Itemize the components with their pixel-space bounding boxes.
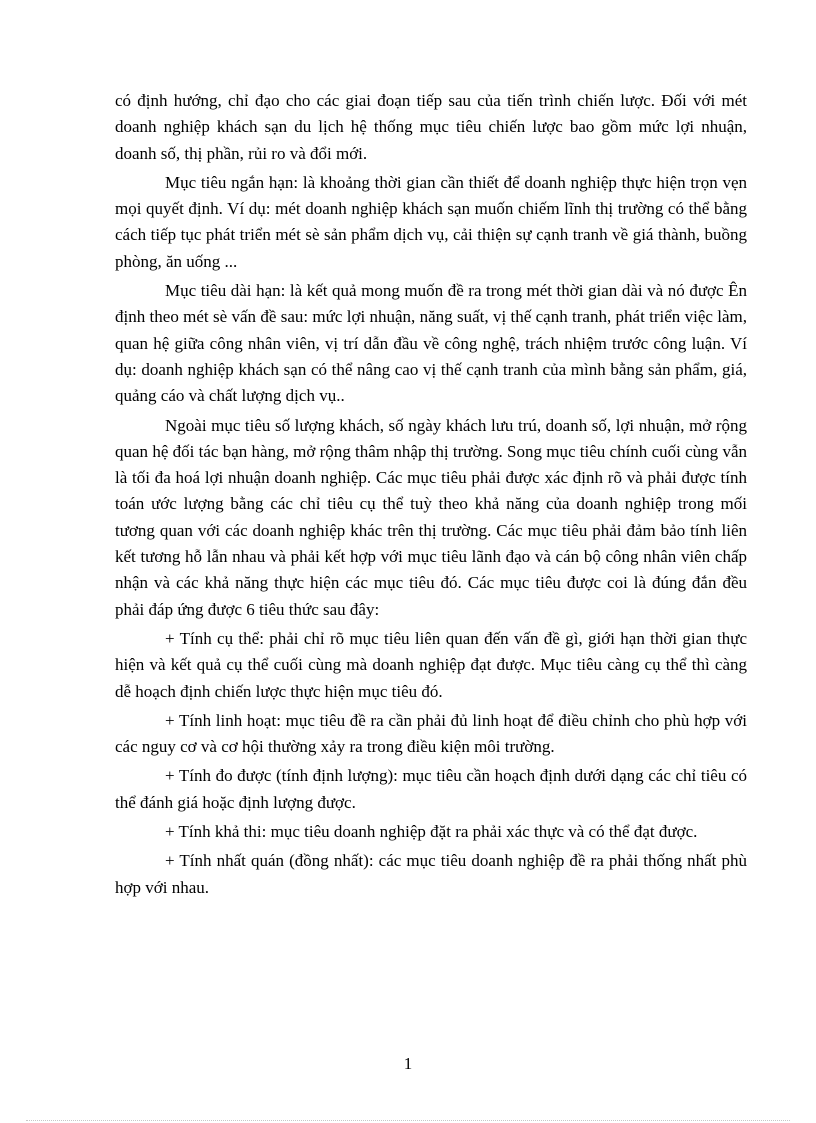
footer-divider (26, 1120, 790, 1121)
document-body (115, 88, 747, 904)
page-number: 1 (403, 1054, 413, 1073)
paragraph-short-term-goals: Mục tiêu ngắn hạn: là khoảng thời gian cần thiết để doanh nghiệp thực hiện trọn vẹn mọi quyết định. Ví dụ: mét doanh nghiệp khách sạn muốn chiếm lĩnh thị trường có thể bằng cách tiếp tục phát triển mét sè sản phẩm dịch vụ, cải thiện sự cạnh tranh về giá thành, buồng phòng, ăn uống ... (115, 172, 747, 271)
paragraph-long-term-goals: Mục tiêu dài hạn: là kết quả mong muốn đề ra trong mét thời gian dài và nó được Ên định theo mét sè vấn đề sau: mức lợi nhuận, năng suất, vị thế cạnh tranh, phát triển việc làm, quan hệ giữa công nhân viên, vị trí dẫn đầu về công nghệ, trách nhiệm trước công luận. Ví dụ: doanh nghiệp khách sạn có thể nâng cao vị thế cạnh tranh của mình bằng sản phẩm, giá, quảng cáo và chất lượng dịch vụ.. (115, 281, 747, 406)
criterion-measurable: + Tính đo được (tính định lượng): mục tiêu cần hoạch định dưới dạng các chỉ tiêu có thể đánh giá hoặc định lượng được. (115, 766, 747, 812)
criterion-feasible: + Tính khả thi: mục tiêu doanh nghiệp đặt ra phải xác thực và có thể đạt được. (165, 822, 698, 842)
criterion-consistent: + Tính nhất quán (đồng nhất): các mục tiêu doanh nghiệp đề ra phải thống nhất phù hợp với nhau. (115, 851, 747, 897)
criterion-flexible: + Tính linh hoạt: mục tiêu đề ra cần phải đủ linh hoạt để điều chỉnh cho phù hợp với các nguy cơ và cơ hội thường xảy ra trong điều kiện môi trường. (115, 710, 747, 757)
paragraph-other-goals: Ngoài mục tiêu số lượng khách, số ngày khách lưu trú, doanh số, lợi nhuận, mở rộng quan hệ đối tác bạn hàng, mở rộng thâm nhập thị trường. Song mục tiêu chính cuối cùng vẫn là tối đa hoá lợi nhuận doanh nghiệp. Các mục tiêu phải được xác định rõ và phải được tính toán ước lượng bằng các chỉ tiêu cụ thể tuỳ theo khả năng của doanh nghiệp trong mối tương quan với các doanh nghiệp khác trên thị trường. Các mục tiêu phải đảm bảo tính liên kết tương hỗ lẫn nhau và phải kết hợp với mục tiêu lãnh đạo và cán bộ công nhân viên chấp nhận và các khả năng thực hiện các mục tiêu đó. Các mục tiêu được coi là đúng đắn đều phải đáp ứng được 6 tiêu thức sau đây: (115, 415, 747, 619)
criterion-specific: + Tính cụ thể: phải chỉ rõ mục tiêu liên quan đến vấn đề gì, giới hạn thời gian thực hiện và kết quả cụ thể cuối cùng mà doanh nghiệp đạt được. Mục tiêu càng cụ thể thì càng dễ hoạch định chiến lược thực hiện mục tiêu đó. (115, 628, 747, 701)
paragraph-continuation: có định hướng, chỉ đạo cho các giai đoạn tiếp sau của tiến trình chiến lược. Đối với mét doanh nghiệp khách sạn du lịch hệ thống mục tiêu chiến lược bao gồm mức lợi nhuận, doanh số, thị phần, rủi ro và đổi mới. (115, 91, 747, 163)
